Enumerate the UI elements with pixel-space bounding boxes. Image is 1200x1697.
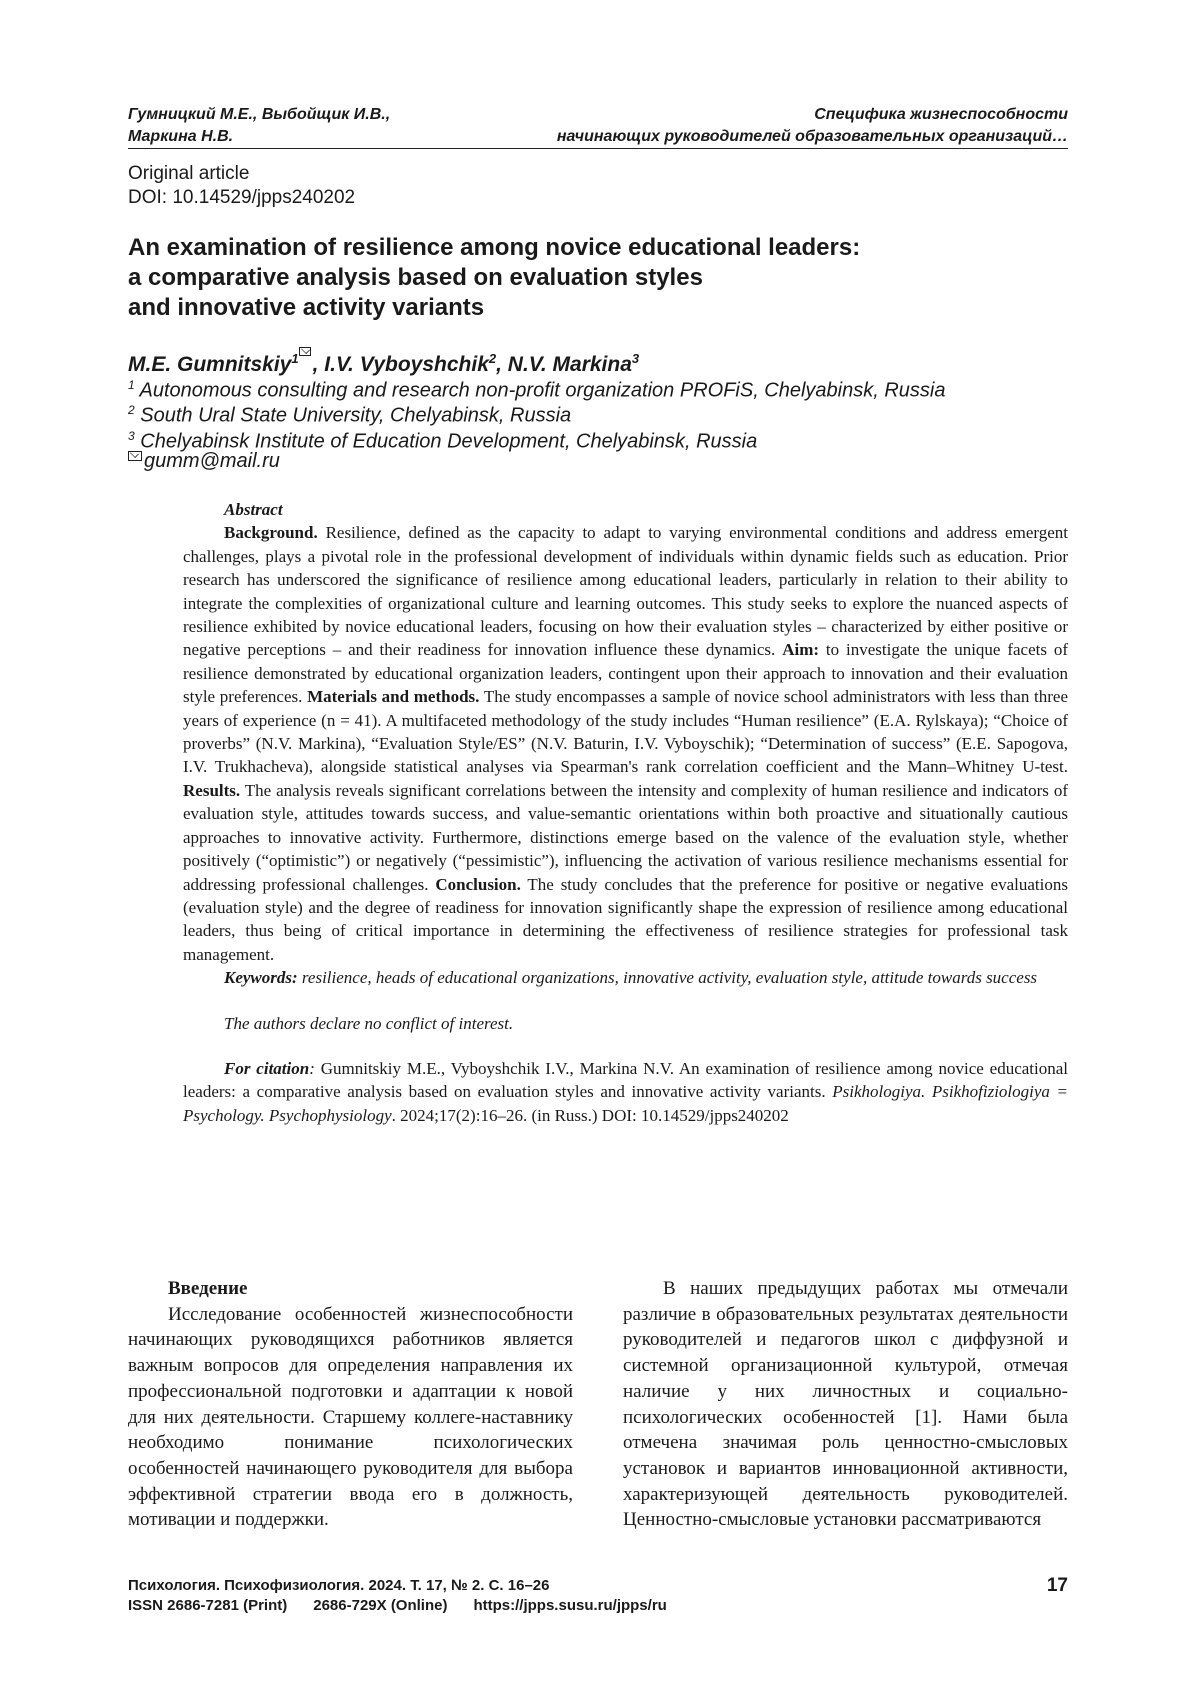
affiliation-sup: 2 bbox=[488, 351, 497, 366]
results-label: Results. bbox=[183, 780, 241, 800]
background-text: Resilience, defined as the capacity to adapt to varying environmental conditions and address emergent challenges, plays a pivotal role in the professional development of individuals within dynamic fields such as education. Prior research has underscored the significance of resilience among educational leaders, particularly in relation to their ability to integrate the complexities of organizational culture and learning outcomes. This study seeks to explore the nuanced aspects of resilience exhibited by novice educational leaders, focusing on how their evaluation styles – characterized by either positive or negative perceptions – and their readiness for innovation influence these dynamics. bbox=[183, 523, 1068, 660]
header-authors-line1: Гумницкий М.Е., Выбойщик И.В., bbox=[128, 106, 391, 123]
header-title bbox=[557, 104, 1068, 148]
page-footer bbox=[128, 1576, 1068, 1616]
aim-text: to investigate the unique facets of resilience demonstrated by educational organization leaders, contingent upon their approach to innovation and their evaluation style preferences. bbox=[183, 640, 1069, 707]
email-link[interactable]: gumm@mail.ru bbox=[144, 450, 280, 472]
author-name: M.E. Gumnitskiy bbox=[128, 353, 292, 376]
affiliation-number: 2 bbox=[128, 403, 135, 417]
issn-online: 2686-729X (Online) bbox=[313, 1597, 448, 1614]
article-title bbox=[128, 233, 1068, 323]
mail-icon bbox=[128, 451, 142, 461]
author-list: M.E. Gumnitskiy$^1$ , I.V. Vyboyshchik$^2$, N.V. Markina$^3$ bbox=[128, 346, 639, 378]
results-text: The analysis reveals significant correlations between the intensity and complexity of human resilience and indicators of evaluation style, attitudes towards success, and value-semantic orientations within both proactive and situationally cautious approaches to innovative activity. Furthermore, distinctions emerge based on the valence of the evaluation style, whether positively (“optimistic”) or negatively (“pessimistic”), influencing the activation of various resilience mechanisms essential for addressing professional challenges. bbox=[183, 780, 1068, 894]
issn-print: ISSN 2686-7281 (Print) bbox=[128, 1597, 288, 1614]
title-line-3: and innovative activity variants bbox=[128, 294, 485, 321]
conclusion-text: The study concludes that the preference for positive or negative evaluations (evaluation style) and the degree of readiness for innovation significantly shape the expression of resilience among educational leaders, thus being of critical importance in determining the effectiveness of resilience strategies for professional task management. bbox=[183, 874, 1068, 964]
issn-line bbox=[128, 1597, 693, 1614]
citation: For citation: Gumnitskiy M.E., Vyboyshchik I.V., Markina N.V. An examination of resilience among novice educational leaders: a comparative analysis based on evaluation styles and innovative activity variants. Psikhologiya. Psikhofiziologiya = Psychology. Psychophysiology. 2024;17(2):16–26. (in Russ.) DOI: 10.14529/jpps240202 bbox=[183, 1058, 1069, 1125]
abstract-body bbox=[183, 521, 1068, 966]
title-line-2: a comparative analysis based on evaluation styles bbox=[128, 264, 703, 291]
conclusion-label: Conclusion. bbox=[435, 874, 521, 894]
citation-journal: Psikhologiya. Psikhofiziologiya = Psychology. Psychophysiology bbox=[183, 1082, 1069, 1125]
journal-url[interactable]: https://jpps.susu.ru/jpps/ru bbox=[473, 1597, 667, 1614]
keywords bbox=[183, 966, 1068, 989]
header-title-line1: Специфика жизнеспособности bbox=[814, 106, 1068, 123]
second-column bbox=[623, 1276, 1068, 1533]
affiliation-sup: 3 bbox=[631, 351, 640, 366]
article-doi: DOI: 10.14529/jpps240202 bbox=[128, 187, 356, 208]
affiliation-number: 1 bbox=[128, 378, 135, 392]
methods-label: Materials and methods. bbox=[307, 687, 480, 707]
affiliation-text: Chelyabinsk Institute of Education Development, Chelyabinsk, Russia bbox=[140, 430, 758, 453]
affiliation-text: South Ural State University, Chelyabinsk, Russia bbox=[140, 404, 572, 427]
background-label: Background. bbox=[224, 523, 318, 543]
header-title-line2: начинающих руководителей образовательных организаций… bbox=[556, 128, 1068, 145]
abstract-heading: Abstract bbox=[224, 500, 283, 519]
affiliation-sup: 1 bbox=[291, 351, 299, 366]
affiliation-text: Autonomous consulting and research non-profit organization PROFiS, Chelyabinsk, Russia bbox=[139, 379, 946, 402]
citation-label: For citation bbox=[224, 1058, 310, 1078]
aim-label: Aim: bbox=[782, 640, 820, 660]
keywords-label: Keywords: bbox=[224, 968, 298, 988]
article-type: Original article bbox=[128, 163, 250, 184]
running-header bbox=[128, 104, 1068, 149]
introduction-paragraph-2: В наших предыдущих работах мы отмечали различие в образовательных результатах деятельности руководителей и педагогов школ с диффузной и системной организационной культурой, отмечая наличие у них личностных и социально-психологических особенностей [1]. Нами была отмечена значимая роль ценностно-смысловых установок и вариантов инновационной активности, характеризующей деятельность руководителей. Ценностно-смысловые установки рассматриваются bbox=[623, 1278, 1068, 1531]
title-line-1: An examination of resilience among novice educational leaders: bbox=[128, 234, 861, 261]
introduction-column bbox=[128, 1276, 573, 1533]
methods-text: The study encompasses a sample of novice school administrators with less than three years of experience (n = 41). A multifaceted methodology of the study includes “Human resilience” (E.A. Rylskaya); “Choice of proverbs” (N.V. Markina), “Evaluation Style/ES” (N.V. Baturin, I.V. Vyboyschik); “Determination of success” (E.E. Sapogova, I.V. Trukhacheva), alongside statistical analyses via Spearman's rank correlation coefficient and the Mann–Whitney U-test. bbox=[183, 687, 1069, 777]
keywords-text: resilience, heads of educational organizations, innovative activity, evaluation style, attitude towards success bbox=[301, 968, 1038, 988]
author-name: N.V. Markina bbox=[507, 353, 632, 376]
corresponding-mail-icon bbox=[299, 351, 313, 366]
introduction-paragraph-1: Исследование особенностей жизнеспособности начинающих руководящихся работников является важным вопросов для определения направления их профессиональной подготовки и адаптации к новой для них деятельности. Старшему коллеге-наставнику необходимо понимание психологических особенностей начинающего руководителя для выбора эффективной стратегии ввода его в должность, мотивации и поддержки. bbox=[128, 1303, 573, 1531]
author-name: I.V. Vyboyshchik bbox=[324, 353, 489, 376]
conflict-statement: The authors declare no conflict of interest. bbox=[224, 1013, 514, 1033]
corresponding-email bbox=[128, 449, 280, 474]
page-number: 17 bbox=[1046, 1575, 1068, 1596]
header-authors-line2: Маркина Н.В. bbox=[128, 128, 234, 145]
citation-details: . 2024;17(2):16–26. (in Russ.) DOI: 10.14529/jpps240202 bbox=[391, 1105, 789, 1125]
introduction-heading: Введение bbox=[168, 1278, 248, 1299]
affiliation-number: 3 bbox=[128, 429, 135, 443]
abstract bbox=[183, 498, 1068, 1127]
header-authors bbox=[128, 104, 390, 148]
citation-text: Gumnitskiy M.E., Vyboyshchik I.V., Markina N.V. An examination of resilience among novice educational leaders: a comparative analysis based on evaluation styles and innovative activity variants. bbox=[183, 1058, 1068, 1102]
journal-citation-line: Психология. Психофизиология. 2024. Т. 17, № 2. С. 16–26 bbox=[128, 1577, 550, 1594]
